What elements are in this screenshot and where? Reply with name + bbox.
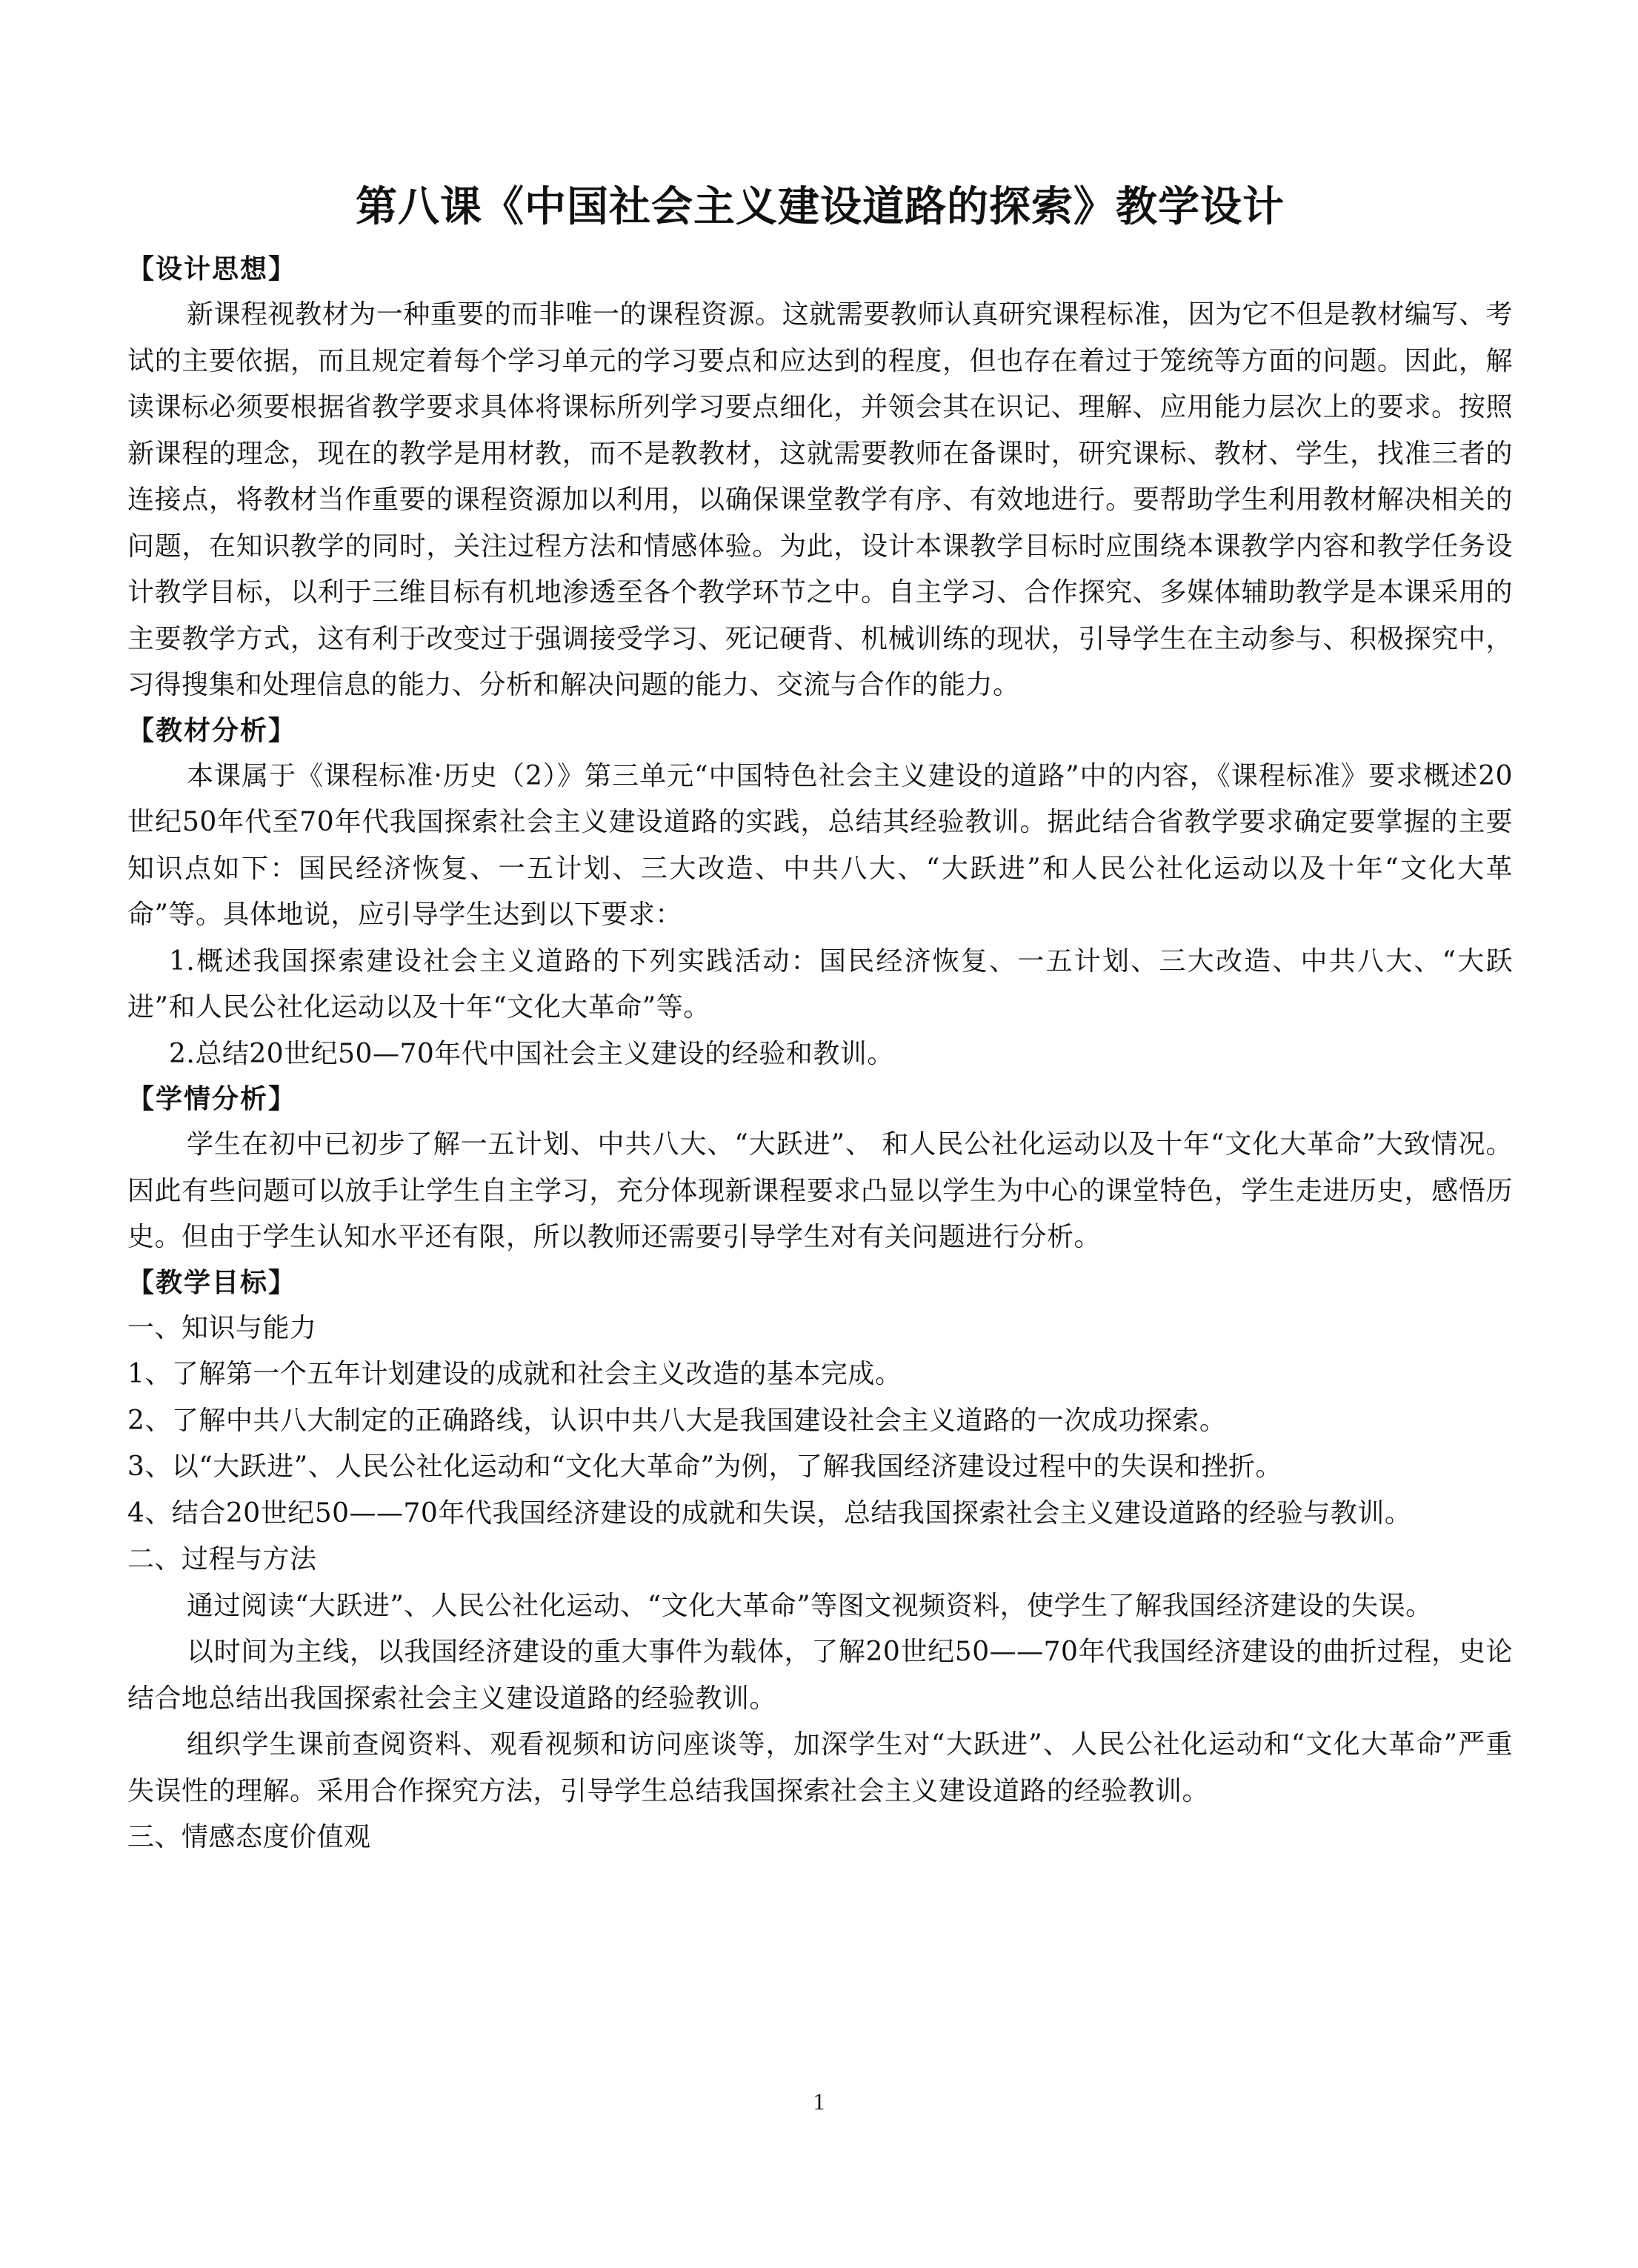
- section-design-thinking: [127, 247, 1513, 709]
- subheading-process-method: 二、过程与方法: [127, 1544, 317, 1574]
- page-number: 1: [813, 2088, 825, 2115]
- paragraph-method-2: 以时间为主线，以我国经济建设的重大事件为载体，了解20世纪50——70年代我国经济建设的曲折过程，史论结合地总结出我国探索社会主义建设道路的经验教训。: [127, 1637, 1513, 1714]
- goal-item-4: 4、结合20世纪50——70年代我国经济建设的成就和失误，总结我国探索社会主义建设道路的经验与教训。: [127, 1497, 1412, 1529]
- section-teaching-goals: [127, 1261, 1513, 1861]
- section-student-analysis: [127, 1077, 1513, 1261]
- paragraph-method-1: 通过阅读“大跃进”、人民公社化运动、“文化大革命”等图文视频资料，使学生了解我国经济建设的失误。: [187, 1590, 1433, 1621]
- heading-teaching-goals: 【教学目标】: [127, 1267, 297, 1298]
- goal-item-2: 2、了解中共八大制定的正确路线，认识中共八大是我国建设社会主义道路的一次成功探索。: [127, 1405, 1227, 1436]
- heading-design-thinking: 【设计思想】: [127, 254, 297, 285]
- paragraph-method-3: 组织学生课前查阅资料、观看视频和访问座谈等，加深学生对“大跃进”、人民公社化运动和“文化大革命”严重失误性的理解。采用合作探究方法，引导学生总结我国探索社会主义建设道路的经验教训。: [127, 1729, 1513, 1806]
- subheading-knowledge-ability: 一、知识与能力: [127, 1312, 317, 1343]
- document-title: 第八课《中国社会主义建设道路的探索》教学设计: [356, 183, 1285, 231]
- paragraph-requirement-1: 1.概述我国探索建设社会主义道路的下列实践活动：国民经济恢复、一五计划、三大改造、中共八大、“大跃进”和人民公社化运动以及十年“文化大革命”等。: [127, 945, 1513, 1022]
- section-textbook-analysis: [127, 709, 1513, 1078]
- goal-item-1: 1、了解第一个五年计划建设的成就和社会主义改造的基本完成。: [127, 1359, 902, 1389]
- heading-student-analysis: 【学情分析】: [127, 1084, 297, 1114]
- paragraph-textbook-analysis: 本课属于《课程标准·历史（2）》第三单元“中国特色社会主义建设的道路”中的内容，《课程标准》要求概述20世纪50年代至70年代我国探索社会主义建设道路的实践，总结其经验教训。据此结合省教学要求确定要掌握的主要知识点如下：国民经济恢复、一五计划、三大改造、中共八大、“大跃进”和人民公社化运动以及十年“文化大革命”等。具体地说，应引导学生达到以下要求：: [127, 760, 1513, 930]
- paragraph-requirement-2: 2.总结20世纪50—70年代中国社会主义建设的经验和教训。: [169, 1038, 894, 1069]
- paragraph-design-thinking: 新课程视教材为一种重要的而非唯一的课程资源。这就需要教师认真研究课程标准，因为它不但是教材编写、考试的主要依据，而且规定着每个学习单元的学习要点和应达到的程度，但也存在着过于笼统等方面的问题。因此，解读课标必须要根据省教学要求具体将课标所列学习要点细化，并领会其在识记、理解、应用能力层次上的要求。按照新课程的理念，现在的教学是用材教，而不是教教材，这就需要教师在备课时，研究课标、教材、学生，找准三者的连接点，将教材当作重要的课程资源加以利用，以确保课堂教学有序、有效地进行。要帮助学生利用教材解决相关的问题，在知识教学的同时，关注过程方法和情感体验。为此，设计本课教学目标时应围绕本课教学内容和教学任务设计教学目标，以利于三维目标有机地渗透至各个教学环节之中。自主学习、合作探究、多媒体辅助教学是本课采用的主要教学方式，这有利于改变过于强调接受学习、死记硬背、机械训练的现状，引导学生在主动参与、积极探究中，习得搜集和处理信息的能力、分析和解决问题的能力、交流与合作的能力。: [127, 299, 1513, 700]
- goal-item-3: 3、以“大跃进”、人民公社化运动和“文化大革命”为例，了解我国经济建设过程中的失误和挫折。: [127, 1451, 1283, 1482]
- paragraph-student-analysis: 学生在初中已初步了解一五计划、中共八大、“大跃进”、 和人民公社化运动以及十年“文化大革命”大致情况。因此有些问题可以放手让学生自主学习，充分体现新课程要求凸显以学生为中心的课堂特色，学生走进历史，感悟历史。但由于学生认知水平还有限，所以教师还需要引导学生对有关问题进行分析。: [127, 1129, 1513, 1252]
- heading-textbook-analysis: 【教材分析】: [127, 715, 297, 746]
- subheading-emotion-values: 三、情感态度价值观: [127, 1822, 371, 1852]
- document-page: [127, 178, 1513, 1861]
